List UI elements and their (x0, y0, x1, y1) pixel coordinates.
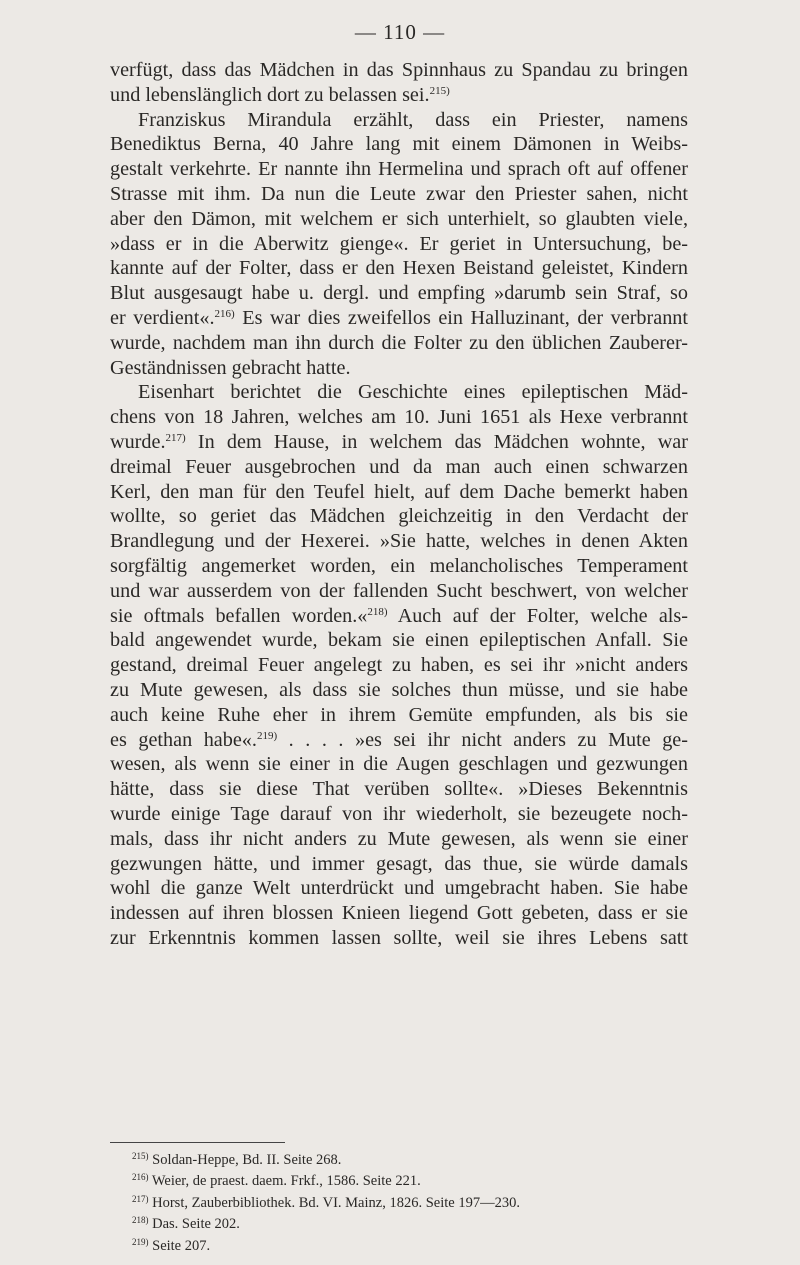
text-line: wurde.$^{217)}$ In dem Hause, in welchem das Mädchen wohnte, war (110, 430, 688, 453)
text-line: bald angewendet wurde, bekam sie einen epileptischen Anfall. Sie (110, 629, 688, 652)
text-line: wohl die ganze Welt unterdrückt und umgebracht haben. Sie habe (110, 877, 688, 900)
text-line: sie oftmals befallen worden.«$^{218)}$ Auch auf der Folter, welche als- (110, 604, 688, 627)
text-line: Benediktus Berna, 40 Jahre lang mit einem Dämonen in Weibs- (110, 133, 688, 156)
footnote-ref: 219) (256, 729, 278, 742)
text-line: es gethan habe«.$^{219)}$ . . . . »es sei ihr nicht anders zu Mute ge- (110, 728, 688, 751)
body-text (110, 58, 688, 951)
text-line: gestalt verkehrte. Er nannte ihn Hermelina und sprach oft auf offener (110, 158, 688, 181)
text-line: Geständnissen gebracht hatte. (110, 356, 351, 379)
footnote: $^{219)}$ Seite 207. (132, 1236, 211, 1254)
text-line: Franziskus Mirandula erzählt, dass ein Priester, namens (138, 108, 688, 131)
text-line: »dass er in die Aberwitz gienge«. Er geriet in Untersuchung, be- (110, 232, 688, 255)
text-line: er verdient«.$^{216)}$ Es war dies zweifellos ein Halluzinant, der verbrannt (110, 306, 688, 329)
text-line: wurde einige Tage darauf von ihr wiederholt, sie bezeugete noch- (110, 802, 688, 825)
text-line: Eisenhart berichtet die Geschichte eines epileptischen Mäd- (138, 381, 688, 404)
footnote: $^{217)}$ Horst, Zauberbibliothek. Bd. VI. Mainz, 1826. Seite 197—230. (132, 1193, 520, 1211)
text-line: Brandlegung und der Hexerei. »Sie hatte, welches in denen Akten (110, 530, 688, 553)
text-line: aber den Dämon, mit welchem er sich unterhielt, so glaubten viele, (110, 207, 688, 230)
text-line: wesen, als wenn sie einer in die Augen geschlagen und gezwungen (110, 753, 688, 776)
text-line: zur Erkenntnis kommen lassen sollte, weil sie ihres Lebens satt (110, 926, 688, 949)
footnote: $^{215)}$ Soldan-Heppe, Bd. II. Seite 268. (132, 1151, 342, 1168)
footnote-ref: 217) (165, 431, 186, 444)
text-line: Kerl, den man für den Teufel hielt, auf dem Dache bemerkt haben (110, 480, 688, 503)
text-line: und war ausserdem von der fallenden Sucht beschwert, von welcher (110, 579, 688, 602)
footnotes (132, 1148, 688, 1255)
text-line: verfügt, dass das Mädchen in das Spinnhaus zu Spandau zu bringen (110, 59, 688, 81)
text-line: gezwungen hätte, und immer gesagt, das thue, sie würde damals (110, 852, 688, 875)
footnote-ref: 215) (429, 84, 450, 97)
footnote-ref: 218) (367, 605, 388, 618)
text-line: gestand, dreimal Feuer angelegt zu haben, es sei ihr »nicht anders (110, 654, 688, 677)
text-line: sorgfältig angemerket worden, ein melancholisches Temperament (110, 554, 688, 577)
text-line: Blut ausgesaugt habe u. dergl. und empfing »darumb sein Straf, so (110, 282, 688, 305)
text-line: Strasse mit ihm. Da nun die Leute zwar den Priester sahen, nicht (110, 182, 688, 205)
text-line: kannte auf der Folter, dass er den Hexen Beistand geleistet, Kindern (110, 257, 688, 280)
text-line: und lebenslänglich dort zu belassen sei.$^{215)}$ (110, 83, 450, 106)
footnote-ref: 216) (214, 307, 235, 320)
footnote-divider (110, 1142, 285, 1143)
text-line: hätte, dass sie diese That verüben sollte«. »Dieses Bekenntnis (110, 778, 688, 801)
footnote: $^{218)}$ Das. Seite 202. (132, 1215, 240, 1233)
text-line: dreimal Feuer ausgebrochen und da man auch einen schwarzen (110, 455, 688, 478)
text-line: zu Mute gewesen, als dass sie solches thun müsse, und sie habe (110, 678, 688, 701)
footnote: $^{216)}$ Weier, de praest. daem. Frkf., 1586. Seite 221. (132, 1172, 421, 1190)
text-line: mals, dass ihr nicht anders zu Mute gewesen, als wenn sie einer (110, 827, 688, 850)
page-number-header: — 110 — (354, 20, 446, 44)
text-line: wurde, nachdem man ihn durch die Folter zu den üblichen Zauberer- (110, 331, 688, 354)
text-line: chens von 18 Jahren, welches am 10. Juni 1651 als Hexe verbrannt (110, 406, 688, 429)
text-line: indessen auf ihren blossen Knieen liegend Gott gebeten, dass er sie (110, 902, 688, 925)
text-line: auch keine Ruhe eher in ihrem Gemüte empfunden, als bis sie (110, 703, 688, 726)
text-line: wollte, so geriet das Mädchen gleichzeitig in den Verdacht der (110, 505, 688, 528)
